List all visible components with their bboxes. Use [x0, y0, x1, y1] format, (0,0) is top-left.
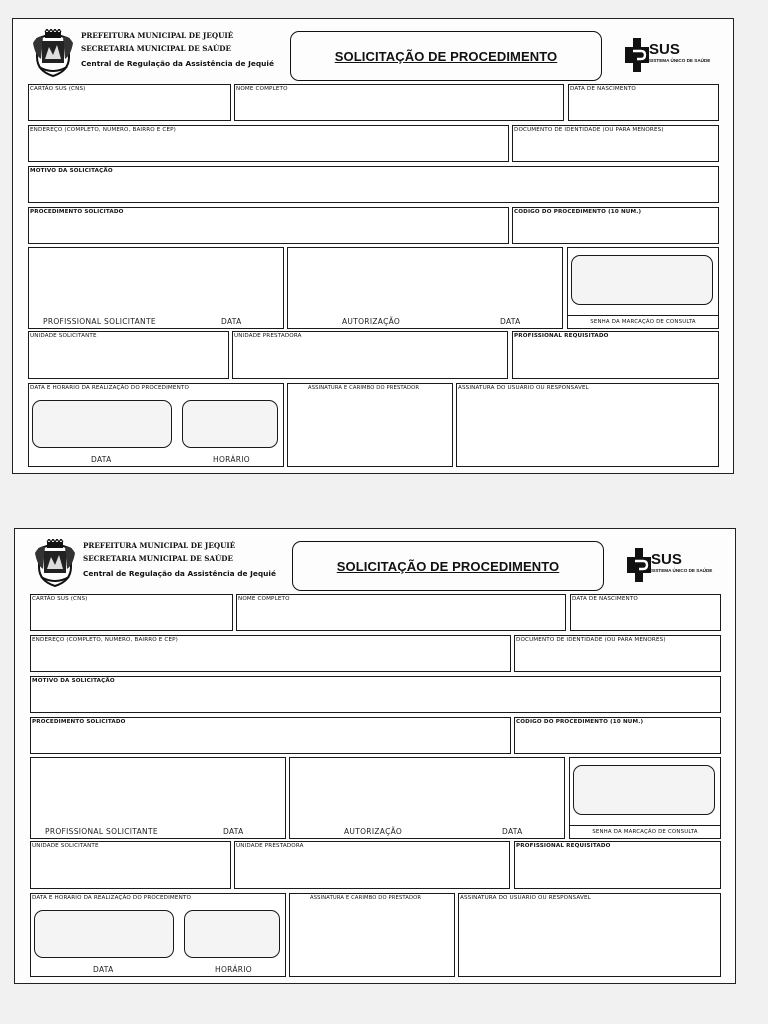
data-caption: DATA [221, 317, 242, 326]
sus-cross-icon [625, 38, 649, 72]
motivo-field[interactable] [28, 166, 719, 203]
cartao-sus-label: CARTÃO SUS (CNS) [32, 596, 88, 602]
codigo-field[interactable] [514, 717, 721, 754]
data-realizacao-input[interactable] [34, 910, 174, 958]
unidade-prestadora-field[interactable] [234, 841, 510, 889]
profissional-solicitante-field[interactable] [28, 247, 284, 329]
unidade-prestadora-label: UNIDADE PRESTADORA [234, 333, 302, 339]
nome-completo-label: NOME COMPLETO [238, 596, 290, 602]
sus-subtitle: SISTEMA ÚNICO DE SAÚDE [651, 568, 713, 573]
municipal-crest-icon [33, 539, 77, 587]
profissional-requisitado-label: PROFISSIONAL REQUISITADO [516, 843, 611, 849]
data-nascimento-label: DATA DE NASCIMENTO [572, 596, 638, 602]
unidade-solicitante-field[interactable] [30, 841, 231, 889]
assinatura-prestador-field[interactable] [289, 893, 455, 977]
senha-input[interactable] [573, 765, 715, 815]
form-title: SOLICITAÇÃO DE PROCEDIMENTO [334, 48, 558, 64]
nome-completo-field[interactable] [236, 594, 566, 631]
data-nascimento-field[interactable] [568, 84, 719, 121]
cartao-sus-label: CARTÃO SUS (CNS) [30, 86, 86, 92]
assinatura-usuario-label: ASSINATURA DO USUARIO OU RESPONSAVEL [460, 895, 591, 901]
data-realizacao-input[interactable] [32, 400, 172, 448]
nome-completo-field[interactable] [234, 84, 564, 121]
senha-field[interactable] [569, 757, 721, 839]
data-horario-field [30, 893, 286, 977]
documento-field[interactable] [514, 635, 721, 672]
autorizacao-field[interactable] [287, 247, 563, 329]
sus-logo-text: SUS [651, 551, 682, 568]
autorizacao-caption: AUTORIZAÇÃO [342, 317, 401, 326]
senha-field[interactable] [567, 247, 719, 329]
codigo-field[interactable] [512, 207, 719, 244]
unidade-solicitante-field[interactable] [28, 331, 229, 379]
sus-logo-text: SUS [649, 41, 680, 58]
profissional-requisitado-field[interactable] [512, 331, 719, 379]
data-horario-label: DATA E HORARIO DA REALIZAÇÃO DO PROCEDIMENTO [32, 895, 192, 901]
motivo-label: MOTIVO DA SOLICITAÇÃO [32, 678, 115, 684]
data-caption: DATA [93, 965, 114, 974]
sus-cross-icon [627, 548, 651, 582]
org-block [81, 30, 274, 71]
cartao-sus-field[interactable] [28, 84, 231, 121]
org-line-prefeitura: PREFEITURA MUNICIPAL DE JEQUIÉ [83, 541, 236, 550]
profissional-requisitado-label: PROFISSIONAL REQUISITADO [514, 333, 609, 339]
data-horario-label: DATA E HORARIO DA REALIZAÇÃO DO PROCEDIMENTO [30, 385, 190, 391]
assinatura-usuario-label: ASSINATURA DO USUARIO OU RESPONSAVEL [458, 385, 589, 391]
senha-caption: SENHA DA MARCAÇÃO DE CONSULTA [570, 825, 720, 838]
motivo-label: MOTIVO DA SOLICITAÇÃO [30, 168, 113, 174]
documento-label: DOCUMENTO DE IDENTIDADE (OU PARA MENORES) [514, 127, 664, 133]
endereco-label: ENDEREÇO (COMPLETO, NUMERO, BAIRRO E CEP) [32, 637, 178, 643]
motivo-field[interactable] [30, 676, 721, 713]
org-line-central: Central de Regulação da Assistência de Jequié [83, 569, 276, 578]
unidade-prestadora-label: UNIDADE PRESTADORA [236, 843, 304, 849]
procedimento-field[interactable] [28, 207, 509, 244]
data-nascimento-field[interactable] [570, 594, 721, 631]
documento-label: DOCUMENTO DE IDENTIDADE (OU PARA MENORES) [516, 637, 666, 643]
data-caption: DATA [223, 827, 244, 836]
data-horario-field [28, 383, 284, 467]
solicitacao-form-1 [12, 18, 734, 474]
senha-caption: SENHA DA MARCAÇÃO DE CONSULTA [568, 315, 718, 328]
profissional-solicitante-caption: PROFISSIONAL SOLICITANTE [45, 827, 158, 836]
codigo-label: CODIGO DO PROCEDIMENTO (10 NUM.) [514, 209, 642, 215]
sus-logo [625, 38, 721, 76]
org-line-central: Central de Regulação da Assistência de Jequié [81, 59, 274, 68]
procedimento-label: PROCEDIMENTO SOLICITADO [30, 209, 124, 215]
data-caption: DATA [500, 317, 521, 326]
org-line-secretaria: SECRETARIA MUNICIPAL DE SAÚDE [81, 43, 231, 53]
endereco-field[interactable] [30, 635, 511, 672]
procedimento-field[interactable] [30, 717, 511, 754]
sus-subtitle: SISTEMA ÚNICO DE SAÚDE [649, 58, 711, 63]
nome-completo-label: NOME COMPLETO [236, 86, 288, 92]
horario-caption: HORÁRIO [215, 965, 253, 974]
horario-input[interactable] [182, 400, 278, 448]
org-block [83, 540, 276, 581]
autorizacao-field[interactable] [289, 757, 565, 839]
municipal-crest-icon [31, 29, 75, 77]
endereco-field[interactable] [28, 125, 509, 162]
unidade-prestadora-field[interactable] [232, 331, 508, 379]
unidade-solicitante-label: UNIDADE SOLICITANTE [32, 843, 99, 849]
assinatura-prestador-field[interactable] [287, 383, 453, 467]
form-title: SOLICITAÇÃO DE PROCEDIMENTO [336, 558, 560, 574]
form-title-box [292, 541, 604, 591]
profissional-requisitado-field[interactable] [514, 841, 721, 889]
senha-input[interactable] [571, 255, 713, 305]
horario-caption: HORÁRIO [213, 455, 251, 464]
form-title-box [290, 31, 602, 81]
sus-logo [627, 548, 723, 586]
org-line-prefeitura: PREFEITURA MUNICIPAL DE JEQUIÉ [81, 31, 234, 40]
data-caption: DATA [502, 827, 523, 836]
profissional-solicitante-field[interactable] [30, 757, 286, 839]
data-nascimento-label: DATA DE NASCIMENTO [570, 86, 636, 92]
assinatura-usuario-field[interactable] [458, 893, 721, 977]
assinatura-prestador-label: ASSINATURA E CARIMBO DO PRESTADOR [308, 385, 420, 391]
autorizacao-caption: AUTORIZAÇÃO [344, 827, 403, 836]
procedimento-label: PROCEDIMENTO SOLICITADO [32, 719, 126, 725]
unidade-solicitante-label: UNIDADE SOLICITANTE [30, 333, 97, 339]
codigo-label: CODIGO DO PROCEDIMENTO (10 NUM.) [516, 719, 644, 725]
solicitacao-form-2 [14, 528, 736, 984]
profissional-solicitante-caption: PROFISSIONAL SOLICITANTE [43, 317, 156, 326]
org-line-secretaria: SECRETARIA MUNICIPAL DE SAÚDE [83, 553, 233, 563]
assinatura-usuario-field[interactable] [456, 383, 719, 467]
assinatura-prestador-label: ASSINATURA E CARIMBO DO PRESTADOR [310, 895, 422, 901]
horario-input[interactable] [184, 910, 280, 958]
cartao-sus-field[interactable] [30, 594, 233, 631]
data-caption: DATA [91, 455, 112, 464]
endereco-label: ENDEREÇO (COMPLETO, NUMERO, BAIRRO E CEP) [30, 127, 176, 133]
documento-field[interactable] [512, 125, 719, 162]
